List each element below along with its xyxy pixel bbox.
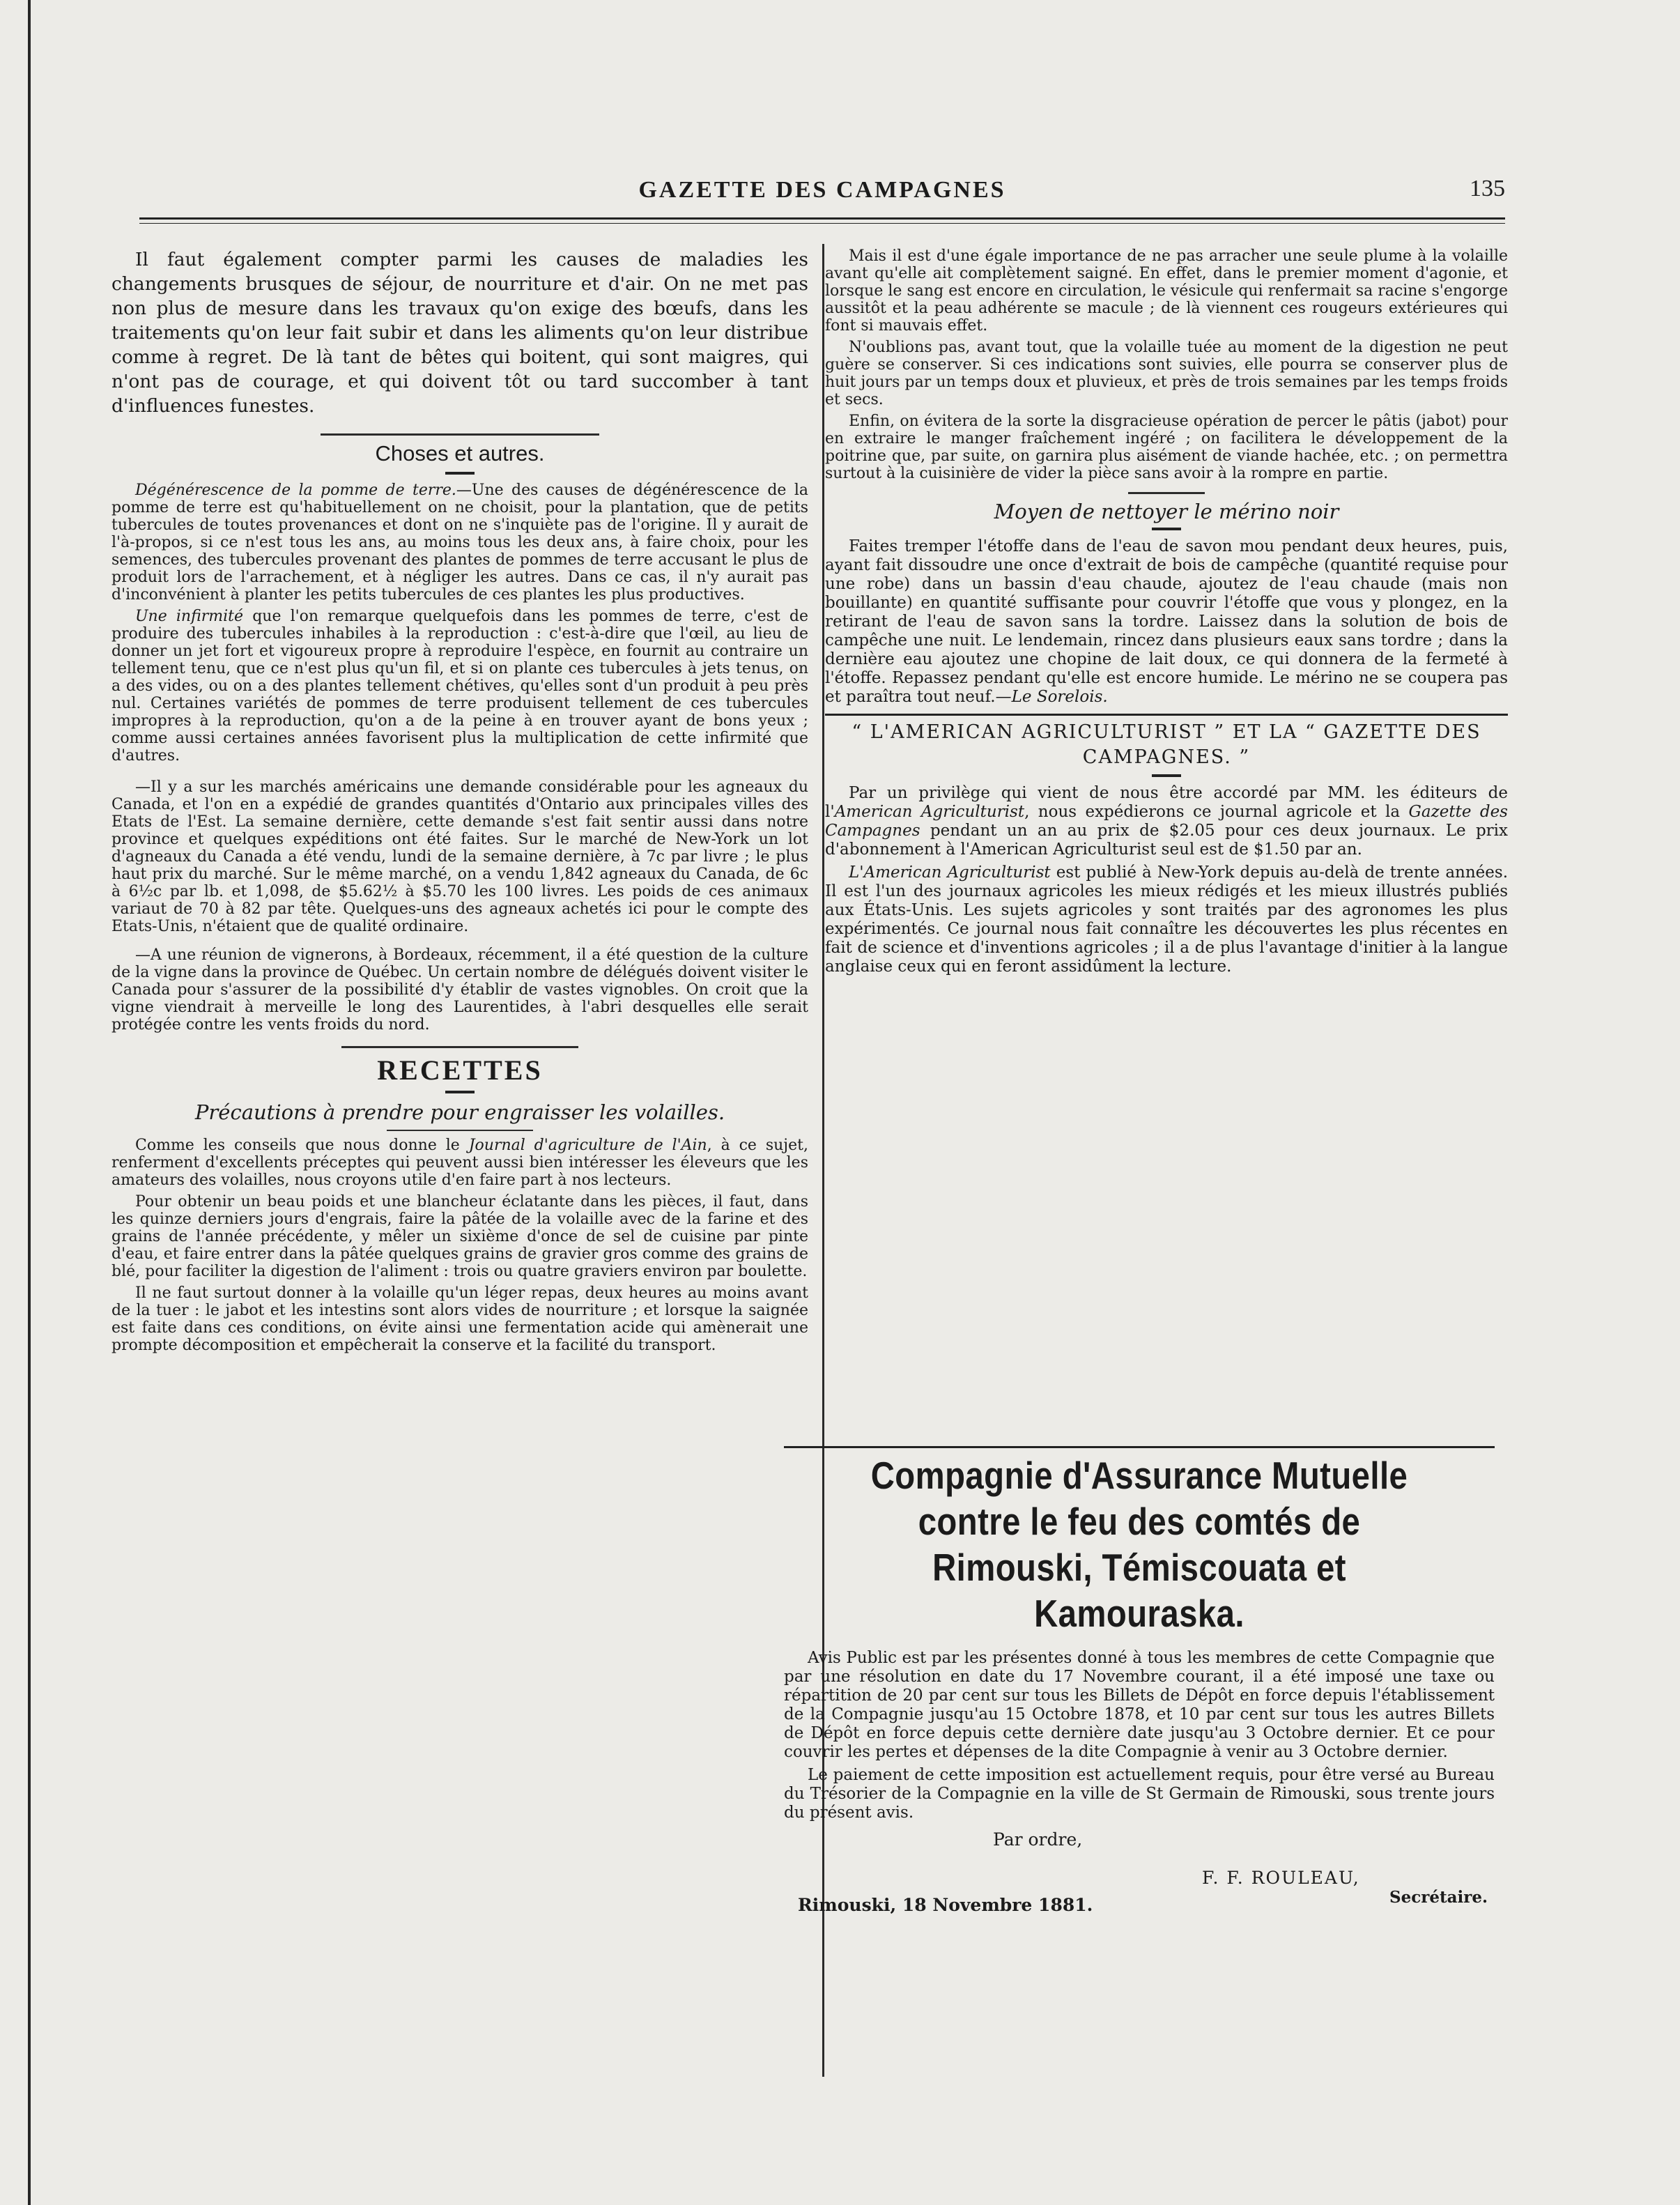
american-2-journal: L'American Agriculturist <box>849 863 1051 882</box>
enfin-paragraph: Enfin, on évitera de la sorte la disgracieuse opération de percer le pâtis (jabot) pour en extraire le manger fraîchement ingéré ; on facilitera le développement de la poitrine que, par suite, on garnira plus aisément de viande hachée, etc. ; on permettra surtout à la cuisinière de vider la pièce sans avoir à la rompre en partie. <box>825 413 1508 482</box>
volailles-1-text-end: , à ce sujet, renferment d'excellents préceptes qui peuvent aussi bien intéresser les éleveurs que les amateurs des volailles, nous croyons utile d'en faire part à nos lecteurs. <box>111 1137 808 1189</box>
signatory-name: F. F. ROULEAU, <box>1202 1868 1360 1888</box>
infirmite-paragraph <box>111 608 808 765</box>
notice-body <box>784 1649 1495 1822</box>
left-column <box>111 247 808 1358</box>
running-title: GAZETTE DES CAMPAGNES <box>638 177 1006 203</box>
section-rule-full <box>825 714 1508 716</box>
insurance-notice <box>784 1446 1495 1916</box>
volailles-1-source: Journal d'agriculture de l'Ain <box>468 1137 707 1154</box>
american-paragraph-1 <box>825 784 1508 859</box>
precautions-title: Précautions à prendre pour engraisser les volailles. <box>194 1100 725 1124</box>
merino-text: Faites tremper l'étoffe dans de l'eau de savon mou pendant deux heures, puis, ayant fait dissoudre une once d'extrait de bois de campêche (quantité requise pour une robe) dans un bassin d'eau chaude, ajoutez de l'eau chaude (mais non bouillante) en quantité suffisante pour couvrir l'étoffe que vous y plongez, en la retirant de l'eau de savon sans la tordre. Laissez dans la solution de bois de campêche une nuit. Le lendemain, rincez dans plusieurs eaux sans tordre ; dans la dernière eau ajoutez une chopine de lait doux, ce qui donnera de la fermeté à l'étoffe. Repassez pendant qu'elle est encore humide. Le mérino ne se coupera pas et paraîtra tout neuf.— <box>825 537 1508 706</box>
american-1-journal: American Agriculturist <box>834 803 1025 821</box>
recettes-block <box>111 1137 808 1354</box>
volailles-1-text: Comme les conseils que nous donne le <box>135 1137 469 1154</box>
agneaux-paragraph: —Il y a sur les marchés américains une demande considérable pour les agneaux du Canada, et l'on en a expédié de grandes quantités d'Ontario aux principales villes des Etats de l'Est. La semaine dernière, cette demande s'est fait sentir aussi dans notre province et quelques expéditions ont été faites. Sur le marché de New-York un lot d'agneaux du Canada a été vendu, lundi de la semaine dernière, à 7c par livre ; le plus haut prix du marché. Sur le même marché, on a vendu 1,842 agneaux du Canada, de 6c à 6½c par lb. et 1,098, de $5.62½ à $5.70 les 100 livres. Les poids de ces animaux variaut de 70 à 82 par tête. Quelques-uns des agneaux achetés ici pour le compte des Etats-Unis, n'étaient que de qualité ordinaire. <box>111 778 808 935</box>
degenerescence-text: —Une des causes de dégénérescence de la pomme de terre est qu'habituellement on ne choisit, pour la plantation, que de petits tubercules de toutes provenances et dont on ne s'inquiète pas de l'origine. Il y aurait de l'à-propos, si ce n'est tous les ans, au moins tous les deux ans, à faire choix, pour les semences, des tubercules provenant des plantes de pommes de terre accusant le plus de produit lors de l'arrachement, et à négliger les autres. Dans ce cas, il n'y aurait pas d'inconvénient à planter les petits tubercules de ces plantes les plus productives. <box>111 482 808 604</box>
right-column <box>808 247 1508 981</box>
infirmite-text: que l'on remarque quelquefois dans les pommes de terre, c'est de produire des tubercules inhabiles à la reproduction : c'est-à-dire que l'œil, au lieu de donner un jet fort et vigoureux propre à reproduire l'espèce, en fournit au contraire un tellement tenu, que ce n'est plus qu'un fil, et si on plante ces tubercules à jets tenus, on a des vides, ou on a des plantes tellement chétives, qu'elles sont d'un produit à peu près nul. Certaines variétés de pommes de terre produisent tellement de ces tubercules impropres à la reproduction, qu'on a de la peine à en trouver ayant de bons yeux ; comme aussi certaines années favorisent plus la multiplication de cette infirmité que d'autres. <box>111 608 808 765</box>
american-block <box>825 784 1508 976</box>
volailles-continued <box>825 247 1508 482</box>
volailles-paragraph-2: Pour obtenir un beau poids et une blancheur éclatante dans les pièces, il faut, dans les quinze derniers jours d'engrais, faire la pâtée de la volaille avec de la farine et des grains de l'année précédente, y mêler un sixième d'once de sel de cuisine par pinte d'eau, et faire entrer dans la pâtée quelques grains de gravier gros comme des grains de blé, pour faciliter la digestion de l'aliment : trois ou quatre graviers environ par boulette. <box>111 1193 808 1280</box>
section-rule <box>341 1046 578 1048</box>
merino-title: Moyen de nettoyer le mérino noir <box>994 500 1339 523</box>
american-1-mid: , nous expédierons ce journal agricole et la <box>1024 803 1409 821</box>
notice-top-rule <box>784 1446 1495 1448</box>
page-edge-rule <box>28 0 31 2205</box>
secretary-role: Secrétaire. <box>1389 1888 1488 1907</box>
intro-paragraph: Il faut également compter parmi les causes de maladies les changements brusques de séjour, de nourriture et d'air. On ne met pas non plus de mesure dans les travaux qu'on exige des bœufs, dans les traitements qu'on leur fait subir et dans les aliments qu'on leur distribue comme à regret. De là tant de bêtes qui boitent, qui sont maigres, qui n'ont pas de courage, et qui doivent tôt ou tard succomber à tant d'influences funestes. <box>111 249 808 417</box>
american-paragraph-2 <box>825 863 1508 976</box>
merino-source: Le Sorelois. <box>1011 688 1108 706</box>
section-dash <box>445 472 475 475</box>
section-rule <box>387 1130 533 1131</box>
section-rule <box>1128 492 1205 494</box>
american-1-text: Par un privilège qui vient de nous être accordé par MM. les éditeurs de l' <box>825 784 1508 821</box>
choses-block <box>111 482 808 1034</box>
place-date: Rimouski, 18 Novembre 1881. <box>798 1895 1093 1915</box>
notice-paragraph-2: Le paiement de cette imposition est actuellement requis, pour être versé au Bureau du Trésorier de la Compagnie en la ville de St Germain de Rimouski, sous trente jours du présent avis. <box>784 1766 1495 1822</box>
merino-paragraph <box>825 537 1508 707</box>
choses-title: Choses et autres. <box>375 441 545 466</box>
header-rule-thin <box>139 223 1505 224</box>
infirmite-lead: Une infirmité <box>135 608 244 625</box>
american-1-gazette: Gazette des Campagnes <box>825 803 1508 840</box>
section-dash <box>1152 528 1181 530</box>
volailles-paragraph-3: Il ne faut surtout donner à la volaille qu'un léger repas, deux heures au moins avant de la tuer : le jabot et les intestins sont alors vides de nourriture ; et lorsque la saignée est faite dans ces conditions, on évite ainsi une fermentation acide qui amènerait une prompte décomposition et empêcherait la conserve et la facilité du transport. <box>111 1284 808 1354</box>
recettes-title: RECETTES <box>377 1054 543 1086</box>
vignerons-paragraph: —A une réunion de vignerons, à Bordeaux, récemment, il a été question de la culture de la vigne dans la province de Québec. Un certain nombre de délégués doivent visiter le Canada pour s'assurer de la possibilité d'y établir de vastes vignobles. On croit que la vigne viendrait à merveille le long des Laurentides, à l'abri desquelles elle serait protégée contre les vents froids du nord. <box>111 946 808 1034</box>
running-head <box>139 174 1505 216</box>
degenerescence-title: Dégénérescence de la pomme de terre. <box>135 482 456 499</box>
merino-block <box>825 537 1508 707</box>
section-dash <box>445 1091 475 1093</box>
american-1-end: pendant un an au prix de $2.05 pour ces deux journaux. Le prix d'abonnement à l'American Agriculturist seul est de $1.50 par an. <box>825 822 1508 859</box>
plume-paragraph: Mais il est d'une égale importance de ne pas arracher une seule plume à la volaille avant qu'elle ait complètement saigné. En effet, dans le premier moment d'agonie, et lorsque le sang est encore en circulation, le vésicule qui renfermait sa racine s'engorge aussitôt et la peau adhérente se macule ; de là viennent ces rougeurs extérieures qui font si mauvais effet. <box>825 247 1508 335</box>
degenerescence-paragraph <box>111 482 808 604</box>
par-ordre: Par ordre, <box>993 1829 1083 1850</box>
page-number: 135 <box>1470 176 1505 201</box>
section-rule <box>321 433 599 436</box>
signature-row <box>784 1888 1495 1916</box>
header-rule <box>139 217 1505 220</box>
notice-title: Compagnie d'Assurance Mutuelle contre le feu des comtés de Rimouski, Témiscouata et Kamouraska. <box>870 1454 1408 1635</box>
american-2-text: est publié à New-York depuis au-delà de trente années. Il est l'un des journaux agricoles les mieux rédigés et les mieux illustrés publiés aux États-Unis. Les sujets agricoles y sont traités par des agronomes les plus expérimentés. Ce journal nous fait connaître les découvertes les plus récentes en fait de science et d'inventions agricoles ; il a de plus l'avantage d'initier à la langue anglaise ceux qui en feront assidûment la lecture. <box>825 863 1509 976</box>
oublions-paragraph: N'oublions pas, avant tout, que la volaille tuée au moment de la digestion ne peut guère se conserver. Si ces indications sont suivies, elle pourra se conserver plus de huit jours par un temps doux et pluvieux, et près de trois semaines par les temps froids et secs. <box>825 339 1508 408</box>
section-dash <box>1152 774 1181 777</box>
notice-paragraph-1: Avis Public est par les présentes donné à tous les membres de cette Compagnie que par une résolution en date du 17 Novembre courant, il a été imposé une taxe ou répartition de 20 par cent sur tous les Billets de Dépôt en force depuis l'établissement de la Compagnie jusqu'au 15 Octobre 1878, et 10 par cent sur tous les autres Billets de Dépôt en force depuis cette dernière date jusqu'au 3 Octobre dernier. Et ce pour couvrir les pertes et dépenses de la dite Compagnie à venir au 3 Octobre dernier. <box>784 1649 1495 1761</box>
volailles-paragraph-1 <box>111 1137 808 1189</box>
intro-block <box>111 247 808 418</box>
american-title: “ L'AMERICAN AGRICULTURIST ” ET LA “ GAZETTE DES CAMPAGNES. ” <box>851 721 1481 768</box>
